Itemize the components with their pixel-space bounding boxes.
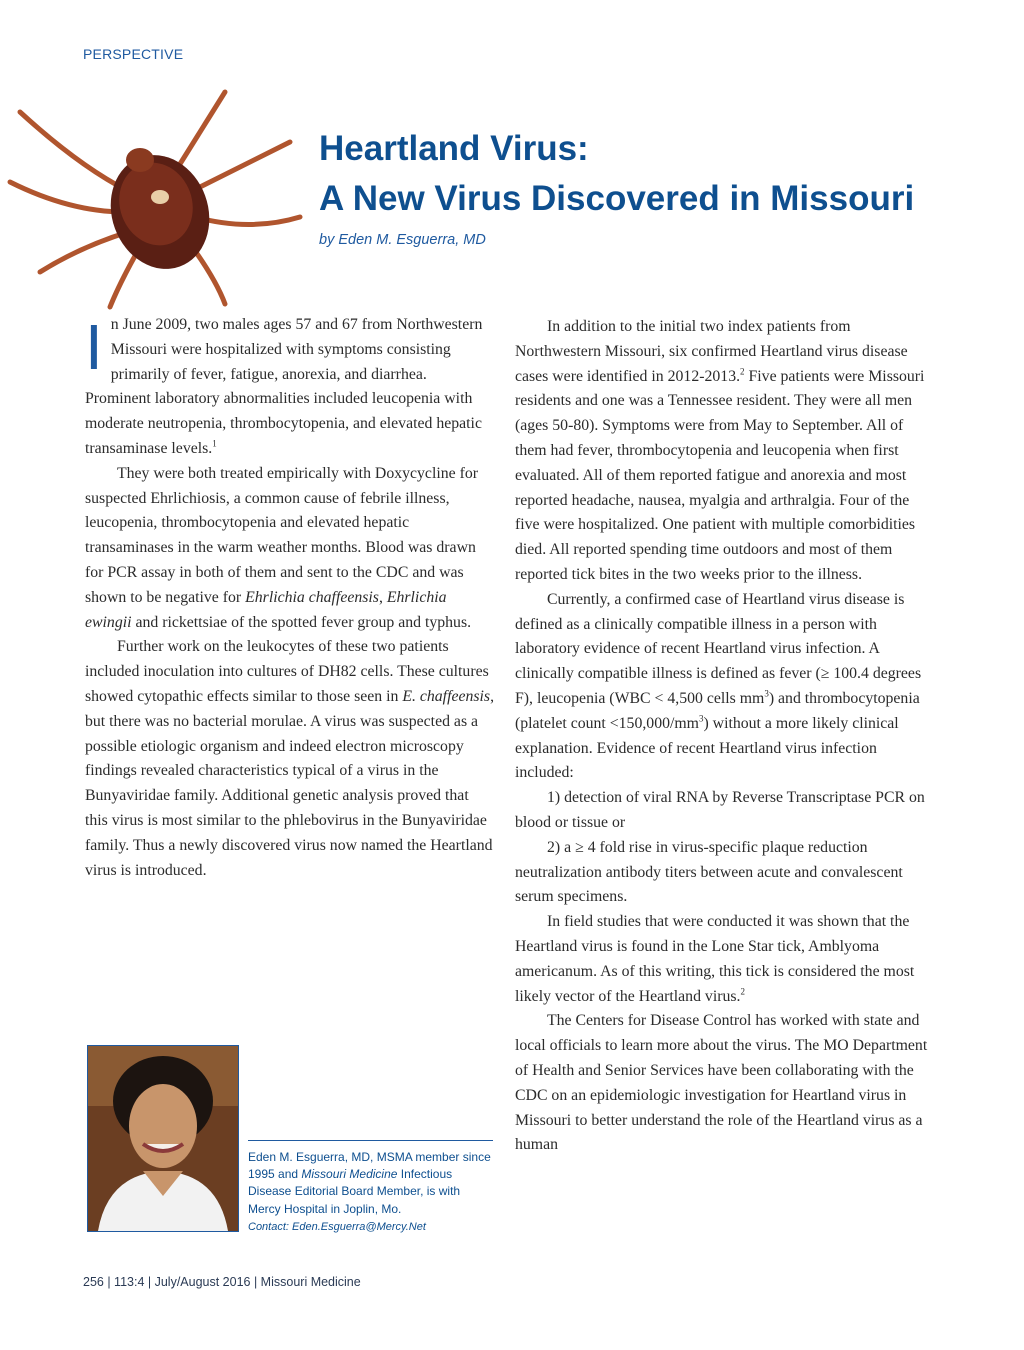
drop-cap: I — [85, 311, 103, 383]
species-name: Ehrlichia chaffeensis — [245, 588, 379, 606]
paragraph-7: The Centers for Disease Control has worked with state and local officials to learn more about the virus. The MO Department of Health and Senior Services have been collaborating with the CDC on an epidemiologic investigation for Heartland virus in Missouri to better understand the role of the Heartland virus as a human — [515, 1012, 928, 1154]
ref-2: 2 — [740, 366, 745, 377]
paragraph-5-text: Currently, a confirmed case of Heartland virus disease is defined as a clinically compatible illness in a person with laboratory evidence of recent Heartland virus infection. A clinically compatible illness is defined as fever (≥ 100.4 degrees F), leucopenia (WBC < 4,500 cells mm — [515, 590, 922, 707]
title-line-1: Heartland Virus: — [319, 129, 589, 168]
byline: by Eden M. Esguerra, MD — [319, 232, 486, 248]
paragraph-5-mid: ) and thrombocytopenia (platelet count <150,000/mm — [515, 689, 920, 732]
paragraph-4 — [515, 315, 928, 588]
page-footer: 256 | 113:4 | July/August 2016 | Missouri Medicine — [83, 1275, 361, 1289]
paragraph-3-text: Further work on the leukocytes of these two patients included inoculation into cultures of DH82 cells. These cultures showed cytopathic effects similar to those seen in — [85, 638, 489, 705]
separator: , — [378, 588, 387, 606]
species-name: E. chaffeensis — [402, 687, 491, 705]
section-label: PERSPECTIVE — [83, 46, 184, 62]
paragraph-1 — [85, 313, 495, 462]
paragraph-3 — [85, 635, 495, 883]
author-photo — [87, 1045, 239, 1232]
paragraph-3-end: , but there was no bacterial morulae. A virus was suspected as a possible etiologic organism and indeed electron microscopy findings revealed characteristics typical of a virus in the Bunyaviridae family. Additional genetic analysis proved that this virus is most similar to the phlebovirus in the Bunyaviridae family. Thus a newly discovered virus now named the Heartland virus is introduced. — [85, 687, 495, 879]
paragraph-4-end: Five patients were Missouri residents and one was a Tennessee resident. They were all men (ages 50-80). Symptoms were from May to September. All of them had fever, thrombocytopenia and leucopenia when first evaluated. All of them reported fatigue and anorexia and most reported headache, nausea, myalgia and arthralgia. Four of the five were hospitalized. One patient with multiple comorbidities died. All reported spending time outdoors and most of them reported tick bites in the two weeks prior to the illness. — [515, 367, 925, 583]
author-bio — [248, 1140, 493, 1236]
paragraph-5 — [515, 588, 928, 786]
paragraph-4-text: In addition to the initial two index patients from Northwestern Missouri, six confirmed Heartland virus disease cases were identified in 2012-2013. — [515, 318, 908, 385]
paragraph-2 — [85, 462, 495, 636]
contact-email: Contact: Eden.Esguerra@Mercy.Net — [248, 1220, 426, 1233]
superscript: 3 — [698, 713, 704, 724]
article-title — [319, 124, 914, 224]
criterion-2: 2) a ≥ 4 fold rise in virus-specific plaque reduction neutralization antibody titers between acute and convalescent serum specimens. — [515, 838, 903, 906]
species-name: Ehrlichia ewingii — [85, 588, 447, 631]
journal-name: Missouri Medicine — [301, 1167, 398, 1182]
tick-illustration — [0, 72, 330, 312]
criterion-1: 1) detection of viral RNA by Reverse Transcriptase PCR on blood or tissue or — [515, 789, 925, 831]
ref-2: 2 — [740, 986, 745, 997]
paragraph-2-text: They were both treated empirically with Doxycycline for suspected Ehrlichiosis, a common cause of febrile illness, leucopenia, thrombocytopenia and elevated hepatic transaminases in the warm weather months. Blood was drawn for PCR assay in both of them and sent to the CDC and was shown to be negative for — [85, 464, 478, 606]
column-left — [85, 313, 495, 883]
bio-text-end: Infectious Disease Editorial Board Member, is with Mercy Hospital in Joplin, Mo. — [248, 1167, 461, 1216]
paragraph-5-end: ) without a more likely clinical explanation. Evidence of recent Heartland virus infection included: — [515, 714, 899, 782]
column-right — [515, 315, 928, 1158]
title-line-2: A New Virus Discovered in Missouri — [319, 179, 915, 218]
ref-1: 1 — [212, 438, 217, 449]
paragraph-6-text: In field studies that were conducted it was shown that the Heartland virus is found in the Lone Star tick, Amblyoma americanum. As of this writing, this tick is considered the most likely vector of the Heartland virus. — [515, 913, 915, 1005]
bio-text: Eden M. Esguerra, MD, MSMA member since 1995 and — [248, 1150, 491, 1182]
paragraph-2-end: and rickettsiae of the spotted fever group and typhus. — [131, 613, 472, 631]
paragraph-6 — [515, 910, 928, 1009]
superscript: 3 — [764, 688, 769, 699]
paragraph-1-text: n June 2009, two males ages 57 and 67 from Northwestern Missouri were hospitalized with symptoms consisting primarily of fever, fatigue, anorexia, and diarrhea. Prominent laboratory abnormalities included leucopenia with moderate neutropenia, thrombocytopenia, and elevated hepatic transaminase levels. — [85, 316, 483, 457]
